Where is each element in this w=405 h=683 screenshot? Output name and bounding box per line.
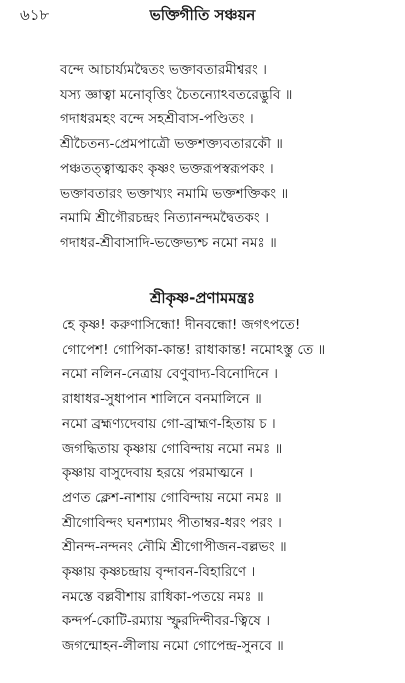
- verse-line: কৃষ্ণায় কৃষ্ণচন্দ্রায় বৃন্দাবন-বিহারিণে ।: [62, 564, 256, 581]
- verse-line: বন্দে আচার্য্যমদ্বৈতং ভক্তাবতারমীশ্বরং ।: [60, 62, 268, 78]
- verse-line: রাধাধর-সুধাপান শালিনে বনমালিনে ॥: [62, 391, 262, 408]
- verse-line: যস্য জ্ঞাত্বা মনোবৃত্তিং চৈতন্যোঽবতরেদ্ভুবি ॥: [60, 86, 293, 103]
- section-heading: শ্রীকৃষ্ণ-প্রণামমন্ত্রঃ: [149, 289, 256, 307]
- verse-line: নমামি শ্রীগৌরচন্দ্রং নিত্যানন্দমদ্বৈতকং ।: [60, 210, 269, 227]
- verse-line: নমস্তে বল্লবীশায় রাধিকা-পতয়ে নমঃ ॥: [62, 588, 264, 605]
- verse-line: প্রণত ক্লেশ-নাশায় গোবিন্দায় নমো নমঃ ॥: [62, 489, 282, 506]
- verse-line: জগদ্ধিতায় কৃষ্ণায় গোবিন্দায় নমো নমঃ ॥: [62, 440, 283, 457]
- verse-line: শ্রীচৈতন্য-প্রেমপাত্রৌ ভক্তশক্ত্যবতারকৌ ॥: [60, 136, 283, 153]
- running-head-title: ভক্তিগীতি সঞ্চয়ন: [149, 6, 256, 24]
- verse-line: গদাধরমহং বন্দে সহশ্রীবাস-পণ্ডিতং ।: [60, 111, 254, 128]
- verse-line: জগন্মোহন-লীলায় নমো গোপেন্দ্র-সুনবে ॥: [62, 638, 284, 655]
- page-header: [0, 4, 405, 28]
- verse-line: ভক্তাবতারং ভক্তাখ্যং নমামি ভক্তশক্তিকং ॥: [60, 185, 289, 202]
- verse-line: নমো নলিন-নেত্রায় বেণুবাদ্য-বিনোদিনে ।: [62, 366, 278, 383]
- verse-line: গোপেশ! গোপিকা-কান্ত! রাধাকান্ত! নমোঽস্তু তে ॥: [62, 341, 326, 358]
- verse-line: শ্রীগোবিন্দং ঘনশ্যামং পীতাম্বর-ধরং পরং ।: [62, 514, 282, 531]
- krishna-pranam-verses: [0, 313, 405, 659]
- verse-line: শ্রীনন্দ-নন্দনং নৌমি শ্রীগোপীজন-বল্লভং ॥: [62, 539, 287, 556]
- verse-line: কৃষ্ণায় বাসুদেবায় হরয়ে পরমাত্মনে ।: [62, 465, 253, 482]
- verse-line: গদাধর-শ্রীবাসাদি-ভক্তেভ্যশ্চ নমো নমঃ ॥: [60, 234, 277, 251]
- verse-line: নমো ব্রহ্মণ্যদেবায় গো-ব্রাহ্মণ-হিতায় চ ।: [62, 415, 276, 432]
- verse-line: কন্দর্প-কোটি-রম্যায় স্ফুরদিন্দীবর-ত্বিষে ।: [62, 613, 271, 630]
- verse-line: হে কৃষ্ণ! করুণাসিন্ধো! দীনবন্ধো! জগৎপতে!: [62, 317, 301, 333]
- page-number: ৬১৮: [20, 6, 50, 24]
- verse-line: পঞ্চতত্ত্বাত্মকং কৃষ্ণং ভক্তরূপস্বরূপকং ।: [60, 160, 274, 177]
- acharya-pranam-verses: [0, 58, 405, 256]
